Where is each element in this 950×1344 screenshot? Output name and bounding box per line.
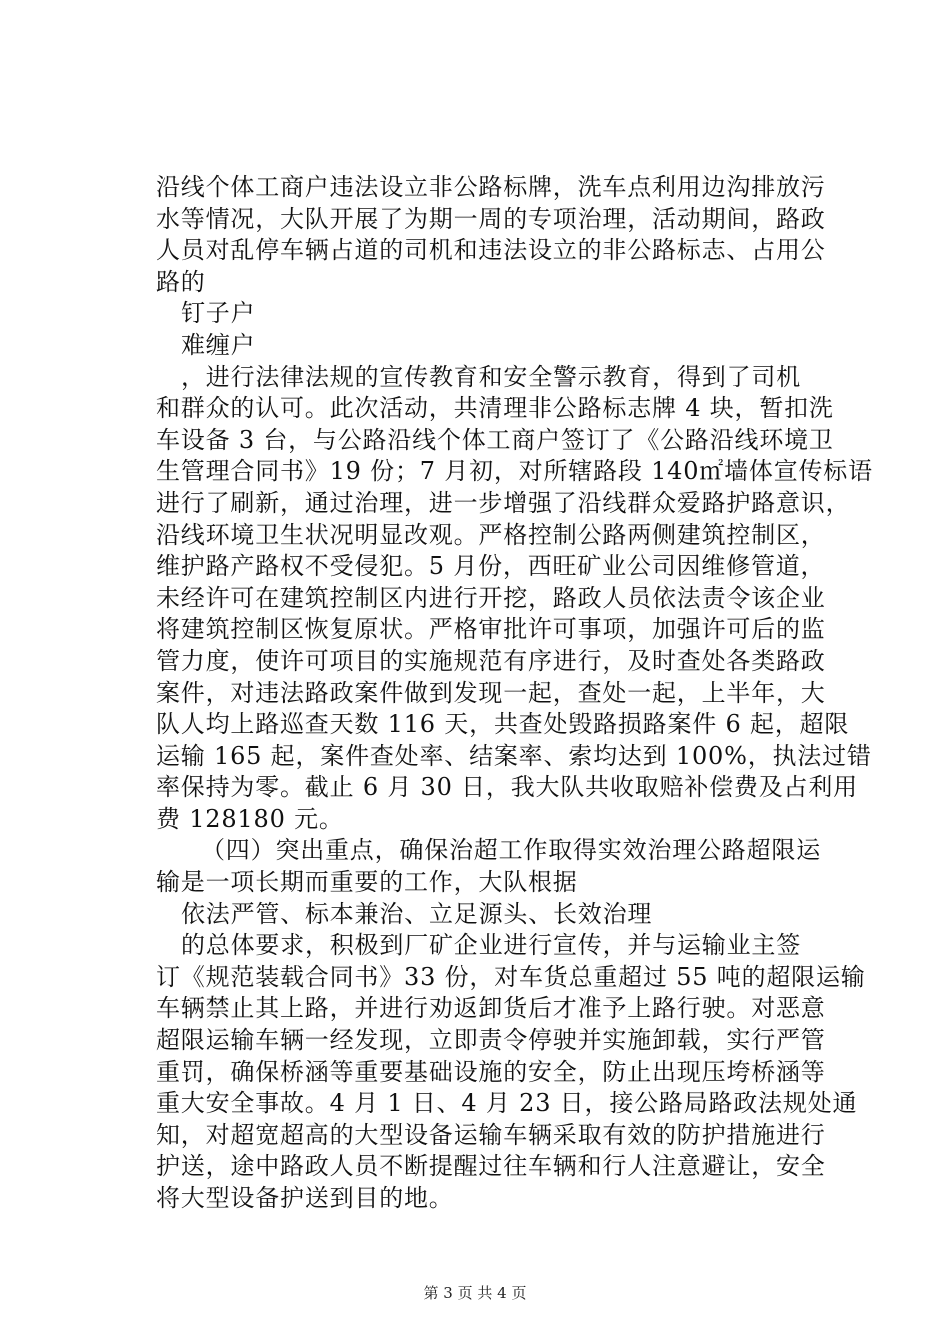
text-line: 依法严管、标本兼治、立足源头、长效治理 [181,899,653,928]
text-line: ，进行法律法规的宣传教育和安全警示教育，得到了司机 [181,362,801,391]
text-line: 运输 165 起，案件查处率、结案率、索均达到 100%，执法过错 [156,741,872,770]
text-line: 进行了刷新，通过治理，进一步增强了沿线群众爱路护路意识， [156,488,851,517]
text-line: 路的 [156,267,206,296]
page-number: 第 3 页 共 4 页 [423,1284,527,1302]
body-text [156,172,873,1215]
text-line: 超限运输车辆一经发现，立即责令停驶并实施卸载，实行严管 [156,1026,826,1055]
text-line: 率保持为零。截止 6 月 30 日，我大队共收取赔补偿费及占利用 [156,773,858,802]
text-line: 维护路产路权不受侵犯。5 月份，西旺矿业公司因维修管道， [156,552,826,581]
text-line: 知，对超宽超高的大型设备运输车辆采取有效的防护措施进行 [156,1120,826,1149]
text-line: 护送，途中路政人员不断提醒过往车辆和行人注意避让，安全 [156,1152,826,1181]
text-line: 难缠户 [181,330,256,359]
text-line: 重大安全事故。4 月 1 日、4 月 23 日，接公路局路政法规处通 [156,1089,858,1118]
text-line: 队人均上路巡查天数 116 天，共查处毁路损路案件 6 起，超限 [156,710,850,739]
text-line: 输是一项长期而重要的工作，大队根据 [156,868,578,897]
text-line: 车辆禁止其上路，并进行劝返卸货后才准予上路行驶。对恶意 [156,994,826,1023]
text-line: 将大型设备护送到目的地。 [156,1184,454,1212]
text-line: 和群众的认可。此次活动，共清理非公路标志牌 4 块，暂扣洗 [156,394,834,423]
text-line: 未经许可在建筑控制区内进行开挖，路政人员依法责令该企业 [156,583,826,612]
text-line: 人员对乱停车辆占道的司机和违法设立的非公路标志、占用公 [156,236,826,265]
text-line: 沿线个体工商户违法设立非公路标牌，洗车点利用边沟排放污 [156,173,826,201]
text-line: 重罚，确保桥涵等重要基础设施的安全，防止出现压垮桥涵等 [156,1057,826,1086]
text-line: 订《规范装载合同书》33 份，对车货总重超过 55 吨的超限运输 [156,962,866,991]
text-line: 水等情况，大队开展了为期一周的专项治理，活动期间，路政 [156,204,826,233]
text-line: 沿线环境卫生状况明显改观。严格控制公路两侧建筑控制区， [156,520,826,549]
section-heading: （四）突出重点，确保治超工作取得实效治理公路超限运 [201,836,821,865]
text-line: 将建筑控制区恢复原状。严格审批许可事项，加强许可后的监 [156,615,826,644]
text-line: 案件，对违法路政案件做到发现一起，查处一起，上半年，大 [156,678,826,707]
text-line: 车设备 3 台，与公路沿线个体工商户签订了《公路沿线环境卫 [156,425,834,454]
text-line: 生管理合同书》19 份；7 月初，对所辖路段 140㎡墙体宣传标语 [156,457,873,486]
text-line: 钉子户 [181,299,256,328]
text-line: 费 128180 元。 [156,804,344,833]
text-line: 的总体要求，积极到厂矿企业进行宣传，并与运输业主签 [181,931,801,960]
text-line: 管力度，使许可项目的实施规范有序进行，及时查处各类路政 [156,646,826,675]
